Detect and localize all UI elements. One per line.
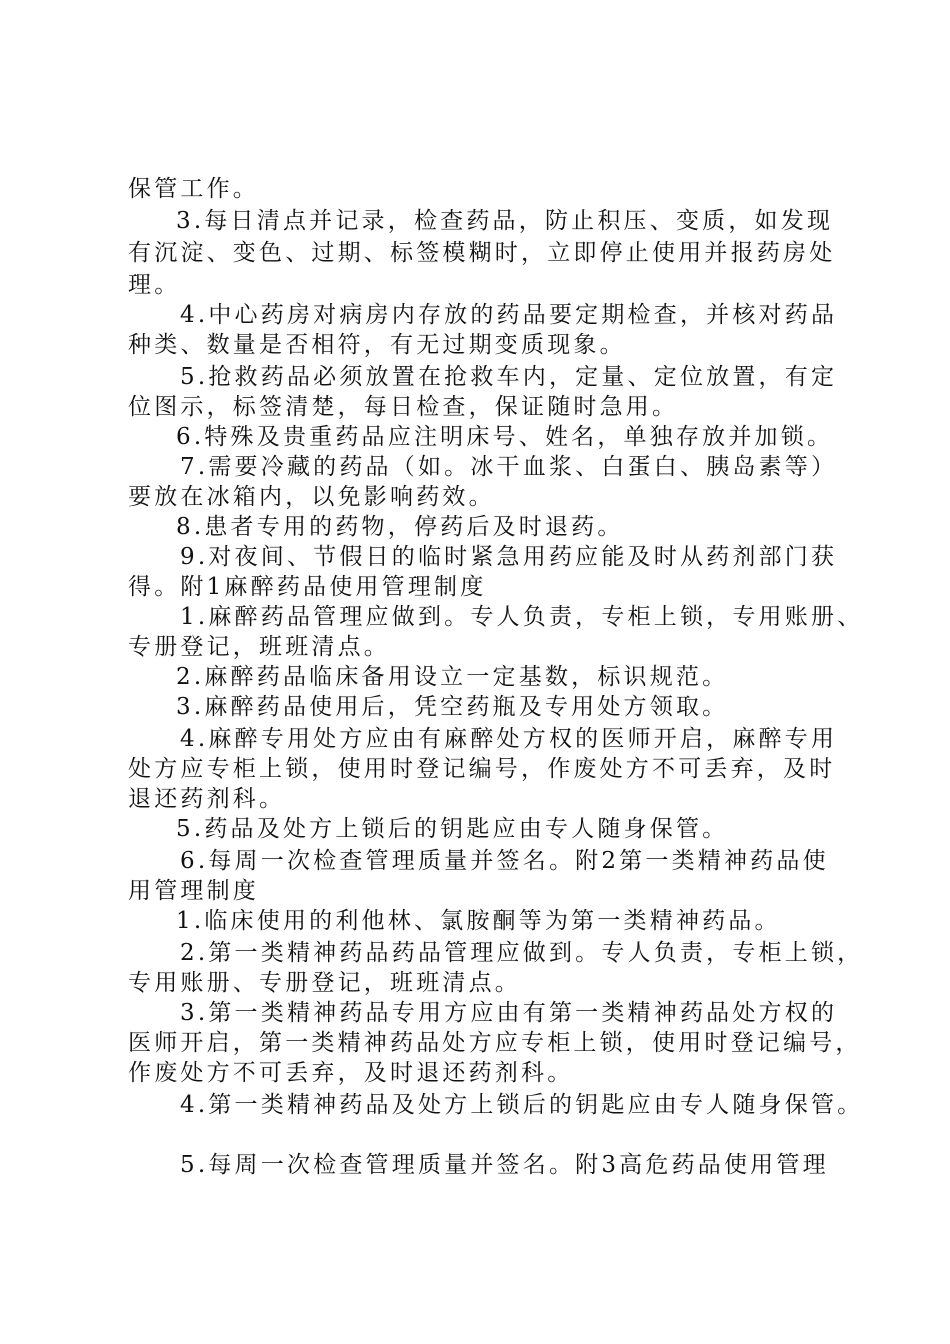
text-line: 3.麻醉药品使用后，凭空药瓶及专用处方领取。 (176, 694, 729, 720)
text-line: 3.每日清点并记录，检查药品，防止积压、变质，如发现 (176, 208, 834, 234)
text-line: 3.第一类精神药品专用方应由有第一类精神药品处方权的 (180, 1000, 838, 1026)
text-line: 6.每周一次检查管理质量并签名。附2第一类精神药品使 (180, 848, 829, 874)
text-line: 4.中心药房对病房内存放的药品要定期检查，并核对药品 (180, 302, 838, 328)
text-line: 4.第一类精神药品及处方上锁后的钥匙应由专人随身保管。 (180, 1092, 864, 1118)
text-line: 保管工作。 (128, 176, 259, 202)
text-line: 2.麻醉药品临床备用设立一定基数，标识规范。 (176, 664, 729, 690)
text-line: 4.麻醉专用处方应由有麻醉处方权的医师开启，麻醉专用 (180, 726, 838, 752)
text-line: 8.患者专用的药物，停药后及时退药。 (176, 514, 624, 540)
text-line: 医师开启，第一类精神药品处方应专柜上锁，使用时登记编号， (128, 1030, 862, 1056)
text-line: 作废处方不可丢弃，及时退还药剂科。 (128, 1060, 574, 1086)
text-line: 有沉淀、变色、过期、标签模糊时，立即停止使用并报药房处 (128, 240, 836, 266)
text-line: 种类、数量是否相符，有无过期变质现象。 (128, 332, 626, 358)
text-line: 6.特殊及贵重药品应注明床号、姓名，单独存放并加锁。 (176, 424, 834, 450)
text-line: 1.麻醉药品管理应做到。专人负责，专柜上锁，专用账册、 (180, 604, 864, 630)
text-line: 用管理制度 (128, 878, 259, 904)
text-line: 9.对夜间、节假日的临时紧急用药应能及时从药剂部门获 (180, 544, 838, 570)
text-line: 5.抢救药品必须放置在抢救车内，定量、定位放置，有定 (180, 364, 838, 390)
text-line: 5.药品及处方上锁后的钥匙应由专人随身保管。 (176, 816, 729, 842)
text-line: 7.需要冷藏的药品（如。冰干血浆、白蛋白、胰岛素等） (180, 454, 838, 480)
text-line: 1.临床使用的利他林、氯胺酮等为第一类精神药品。 (176, 908, 781, 934)
text-line: 要放在冰箱内，以免影响药效。 (128, 484, 495, 510)
text-line: 位图示，标签清楚，每日检查，保证随时急用。 (128, 394, 679, 420)
text-line: 理。 (128, 272, 181, 298)
text-line: 得。附1麻醉药品使用管理制度 (128, 574, 487, 600)
text-line: 专册登记，班班清点。 (128, 634, 390, 660)
text-line: 处方应专柜上锁，使用时登记编号，作废处方不可丢弃，及时 (128, 756, 836, 782)
text-line: 专用账册、专册登记，班班清点。 (128, 970, 521, 996)
text-line: 5.每周一次检查管理质量并签名。附3高危药品使用管理 (180, 1152, 829, 1178)
text-line: 2.第一类精神药品药品管理应做到。专人负责，专柜上锁， (180, 940, 864, 966)
text-line: 退还药剂科。 (128, 786, 286, 812)
